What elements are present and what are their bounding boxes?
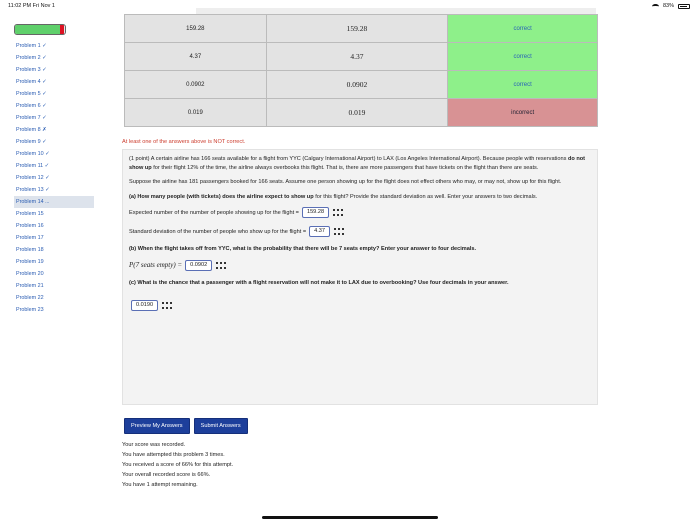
sidebar-item-problem-23[interactable]: Problem 23 [16,307,44,313]
sidebar-item-problem-12[interactable]: Problem 12 ✓ [16,175,50,181]
expected-input[interactable]: 159.28 [302,207,329,218]
action-buttons [124,418,248,434]
sidebar-item-problem-2[interactable]: Problem 2 ✓ [16,55,47,61]
answer-preview: 0.0902 [266,71,448,99]
sidebar-item-problem-11[interactable]: Problem 11 ✓ [16,163,50,169]
equation-editor-icon[interactable] [162,302,172,309]
sidebar-item-problem-19[interactable]: Problem 19 [16,259,44,265]
overbooking-row [129,300,591,311]
part-b-text: (b) When the flight takes off from YYC, what is the probability that there will be 7 seats empty? Enter your answer to four decimals. [129,246,477,253]
result-status: correct [448,71,598,99]
result-status: correct [448,43,598,71]
sd-row [129,226,591,237]
result-status: correct [448,15,598,43]
intro-text: (1 point) A certain airline has 166 seats available for a flight from YYC (Calgary International Airport) to LAX (Los Angeles International Airport). Because people with reservations [129,156,568,162]
part-b-question [129,245,591,254]
equation-editor-icon[interactable] [216,262,226,269]
problem-list [14,40,94,316]
score-line: You received a score of 66% for this attempt. [122,462,234,468]
intro-emphasis: do not show up [129,156,586,171]
part-c-question [129,279,591,288]
battery-icon [678,4,690,9]
sidebar-item-problem-22[interactable]: Problem 22 [16,295,44,301]
problem-body [122,149,598,405]
score-line: Your score was recorded. [122,442,186,448]
table-row [125,71,598,99]
table-row [125,99,598,127]
entered-answer: 0.0902 [125,71,267,99]
sidebar-item-problem-21[interactable]: Problem 21 [16,283,44,289]
sidebar-item-problem-18[interactable]: Problem 18 [16,247,44,253]
probability-input[interactable]: 0.0902 [185,260,212,271]
sidebar-item-problem-7[interactable]: Problem 7 ✓ [16,115,47,121]
part-c-text: (c) What is the chance that a passenger with a flight reservation will not make it to LAX due to overbooking? Use four decimals in your answer. [129,279,509,286]
problem-intro [129,155,591,172]
part-a-question [129,193,591,202]
table-row [125,15,598,43]
score-line: Your overall recorded score is 66%. [122,472,211,478]
intro-text-cont: for their flight 12% of the time, the airline always overbooks this flight. That is, there are more passengers that have tickets on the flight than there are seats. [151,164,539,171]
incorrect-notice: At least one of the answers above is NOT correct. [122,139,246,145]
score-line: You have attempted this problem 3 times. [122,452,225,458]
wifi-icon [652,4,659,9]
sidebar-item-problem-13[interactable]: Problem 13 ✓ [16,187,50,193]
probability-row [129,260,591,271]
sidebar-item-problem-5[interactable]: Problem 5 ✓ [16,91,47,97]
home-indicator[interactable] [262,516,438,519]
part-a-emphasis: show up [290,193,314,200]
result-status: incorrect [448,99,598,127]
answer-preview: 4.37 [266,43,448,71]
sidebar-item-problem-8[interactable]: Problem 8 ✗ [16,127,47,133]
sidebar-item-problem-6[interactable]: Problem 6 ✓ [16,103,47,109]
sidebar-item-problem-15[interactable]: Problem 15 [16,211,44,217]
sidebar-item-problem-16[interactable]: Problem 16 [16,223,44,229]
sidebar-item-problem-10[interactable]: Problem 10 ✓ [16,151,50,157]
overbooking-input[interactable]: 0.0190 [131,300,158,311]
progress-bar [14,24,66,35]
probability-label: P(7 seats empty) = [129,261,183,270]
score-summary [122,440,233,490]
progress-incorrect-marker [60,25,64,34]
sd-input[interactable]: 4.37 [309,226,330,237]
equation-editor-icon[interactable] [333,209,343,216]
progress-fill [15,25,60,34]
table-row [125,43,598,71]
battery-percent: 83% [662,3,674,9]
sidebar-item-problem-3[interactable]: Problem 3 ✓ [16,67,47,73]
entered-answer: 159.28 [125,15,267,43]
part-a-text-cont: for this flight? Provide the standard deviation as well. Enter your answers to two decimals. [313,193,538,200]
results-table [124,14,598,127]
sidebar-item-problem-4[interactable]: Problem 4 ✓ [16,79,47,85]
score-line: You have 1 attempt remaining. [122,482,198,488]
sidebar-item-problem-17[interactable]: Problem 17 [16,235,44,241]
sidebar-item-problem-1[interactable]: Problem 1 ✓ [16,43,47,49]
submit-answers-button[interactable]: Submit Answers [194,418,248,434]
sidebar-item-problem-20[interactable]: Problem 20 [16,271,44,277]
entered-answer: 0.019 [125,99,267,127]
sd-label: Standard deviation of the number of people who show up for the flight = [129,228,307,235]
answer-preview: 159.28 [266,15,448,43]
expected-label: Expected number of the number of people showing up for the flight = [129,209,299,216]
equation-editor-icon[interactable] [334,228,344,235]
expected-row [129,207,591,218]
entered-answer: 4.37 [125,43,267,71]
problem-suppose: Suppose the airline has 181 passengers booked for 166 seats. Assume one person showing up for the flight does not effect others who may, or may not, show up for this flight. [129,179,562,186]
part-a-text: (a) How many people (with tickets) does the airline expect to [129,193,291,200]
answer-preview: 0.019 [266,99,448,127]
sidebar-item-problem-14[interactable]: Problem 14 ... [14,196,94,208]
clock: 11:02 PM Fri Nov 1 [8,3,55,9]
preview-answers-button[interactable]: Preview My Answers [124,418,190,434]
status-icons [652,3,690,9]
sidebar-item-problem-9[interactable]: Problem 9 ✓ [16,139,47,145]
